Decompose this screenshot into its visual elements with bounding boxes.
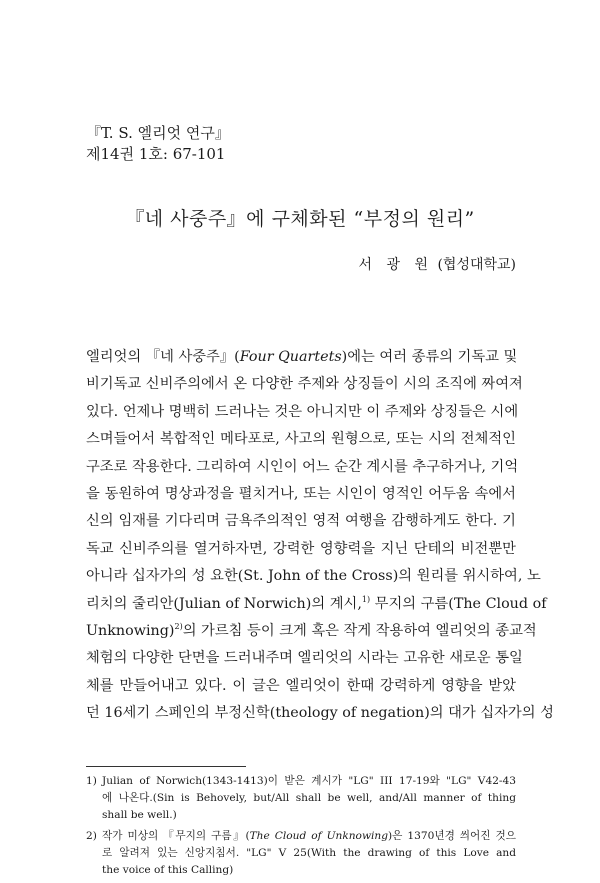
- body-line: Unknowing)$^{2)}$의 가르침 등이 크게 혹은 작게 작용하여 엘리엇의 종교적: [86, 622, 537, 639]
- body-line: 스며들어서 복합적인 메타포로, 사고의 원형으로, 또는 시의 전체적인: [86, 431, 516, 448]
- body-line: 을 동원하여 명상과정을 펼치거나, 또는 시인이 영적인 어두움 속에서: [86, 485, 516, 502]
- body-line: 독교 신비주의를 열거하자면, 강력한 영향력을 지닌 단테의 비전뿐만: [86, 540, 516, 557]
- body-line: 아니라 십자가의 성 요한(St. John of the Cross)의 원리를 위시하여, 노: [86, 568, 541, 585]
- footnote-ref: 1): [361, 594, 371, 604]
- body-text: [86, 344, 554, 727]
- body-line: 체를 만들어내고 있다. 이 글은 엘리엇이 한때 강력하게 영향을 받았: [86, 677, 516, 694]
- author-affiliation: (협성대학교): [437, 257, 516, 273]
- footnote-number: 2): [86, 830, 97, 842]
- author-line: [359, 254, 516, 274]
- footnote-2: 2) 작가 미상의 『무지의 구름』(The Cloud of Unknowing)은 1370년경 씌어진 것으 로 알려져 있는 신앙지침서. "LG" V 25(With the drawing of this Love and the voice of this Calling): [86, 830, 516, 876]
- body-line: 구조로 작용한다. 그리하여 시인이 어느 순간 계시를 추구하거나, 기억: [86, 458, 519, 475]
- body-line: 있다. 언제나 명백히 드러나는 것은 아니지만 이 주제와 상징들은 시에: [86, 403, 519, 420]
- body-line: 리치의 줄리안(Julian of Norwich)의 계시,$^{1)}$ 무지의 구름(The Cloud of: [86, 594, 547, 612]
- body-line: 비기독교 신비주의에서 온 다양한 주제와 상징들이 시의 조직에 짜여져: [86, 376, 523, 393]
- footnote-1: 1) Julian of Norwich(1343-1413)이 받은 계시가 "LG" III 17-19와 "LG" V42-43 에 나온다.(Sin is Behovely, but/All shall be well, and/All manner of thing shall be well.): [86, 775, 516, 821]
- footnote-ref: 2): [174, 622, 183, 632]
- footnotes: [86, 773, 516, 883]
- article-title: 『네 사중주』에 구체화된 “부정의 원리”: [125, 208, 475, 230]
- journal-issue: 제14권 1호: 67-101: [86, 145, 226, 163]
- body-line: 체험의 다양한 단면을 드러내주며 엘리엇의 시라는 고유한 새로운 통일: [86, 650, 523, 667]
- footnote-divider: [86, 766, 246, 767]
- journal-name: 『T. S. 엘리엇 연구』: [86, 124, 230, 142]
- body-line: 신의 임재를 기다리며 금욕주의적인 영적 여행을 감행하게도 한다. 기: [86, 513, 516, 530]
- footnote-number: 1): [86, 775, 97, 787]
- journal-header: [86, 123, 230, 165]
- body-line: 던 16세기 스페인의 부정신학(theology of negation)의 대가 십자가의 성: [86, 705, 554, 722]
- body-line: 엘리엇의 『네 사중주』(Four Quartets)에는 여러 종류의 기독교 및: [86, 349, 518, 365]
- author-name: 서 광 원: [358, 257, 433, 273]
